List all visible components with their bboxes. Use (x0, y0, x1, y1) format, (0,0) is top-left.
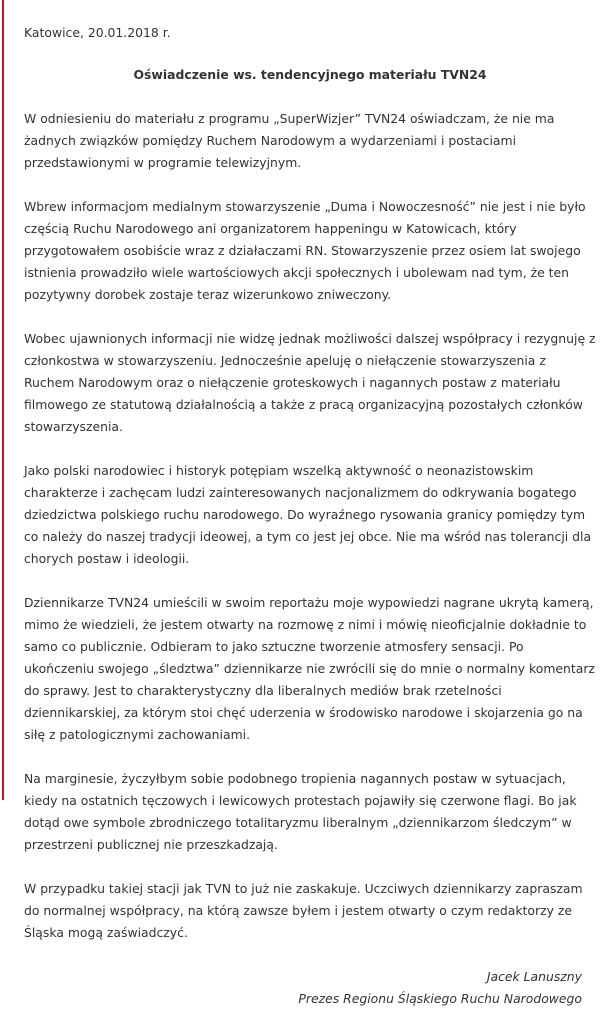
paragraph-7: W przypadku takiej stacji jak TVN to już nie zaskakuje. Uczciwych dziennikarzy zapraszam do normalnej współpracy, na którą zawsze byłem i jestem otwarty o czym redaktorzy ze Śląska mogą zaświadczyć. (24, 881, 583, 940)
paragraph-5: Dziennikarze TVN24 umieścili w swoim reportażu moje wypowiedzi nagrane ukrytą kamerą, mimo że wiedzieli, że jestem otwarty na rozmowę z nimi i mówię nieoficjalnie dokładnie to samo co publicznie. Odbieram to jako sztuczne tworzenie atmosfery sensacji. Po ukończeniu swojego „śledztwa” dziennikarze nie zwrócili się do mnie o normalny komentarz do sprawy. Jest to charakterystyczny dla liberalnych mediów brak rzetelności dziennikarskiej, za którym stoi chęć uderzenia w środowisko narodowe i skojarzenia go na siłę z patologicznymi zachowaniami. (24, 595, 595, 742)
paragraph-3: Wobec ujawnionych informacji nie widzę jednak możliwości dalszej współpracy i rezygnuję z członkostwa w stowarzyszeniu. Jednocześnie apeluję o niełączenie stowarzyszenia z Ruchem Narodowym oraz o niełączenie groteskowych i nagannych postaw z materiału filmowego ze statutową działalnością a także z pracą organizacyjną pozostałych członków stowarzyszenia. (24, 331, 596, 434)
signature-block (24, 966, 596, 1010)
left-accent-rule (2, 0, 4, 800)
statement-content (24, 22, 596, 1010)
paragraph-6: Na marginesie, życzyłbym sobie podobnego tropienia nagannych postaw w sytuacjach, kiedy na ostatnich tęczowych i lewicowych protestach pojawiły się czerwone flagi. Bo jak dotąd owe symbole zbrodniczego totalitaryzmu liberalnym „dziennikarzom śledczym” w przestrzeni publicznej nie przeszkadzają. (24, 771, 577, 852)
signature-name: Jacek Lanuszny (486, 969, 582, 984)
paragraph-2: Wbrew informacjom medialnym stowarzyszenie „Duma i Nowoczesność” nie jest i nie było częścią Ruchu Narodowego ani organizatorem happeningu w Katowicach, który przygotowałem osobiście wraz z działaczami RN. Stowarzyszenie przez osiem lat swojego istnienia prowadziło wiele wartościowych akcji społecznych i ubolewam nad tym, że ten pozytywny dorobek zostaje teraz wizerunkowo zniweczony. (24, 199, 586, 302)
paragraph-4: Jako polski narodowiec i historyk potępiam wszelką aktywność o neonazistowskim charakterze i zachęcam ludzi zainteresowanych nacjonalizmem do odkrywania bogatego dziedzictwa polskiego ruchu narodowego. Do wyraźnego rysowania granicy pomiędzy tym co należy do naszej tradycji ideowej, a tym co jest jej obce. Nie ma wśród nas tolerancji dla chorych postaw i ideologii. (24, 463, 592, 566)
signature-title: Prezes Regionu Śląskiego Ruchu Narodowego (298, 991, 582, 1006)
paragraph-1: W odniesieniu do materiału z programu „SuperWizjer” TVN24 oświadczam, że nie ma żadnych związków pomiędzy Ruchem Narodowym a wydarzeniami i postaciami przedstawionymi w programie telewizyjnym. (24, 111, 555, 170)
place-date: Katowice, 20.01.2018 r. (24, 25, 171, 40)
statement-heading: Oświadczenie ws. tendencyjnego materiału TVN24 (133, 67, 487, 82)
